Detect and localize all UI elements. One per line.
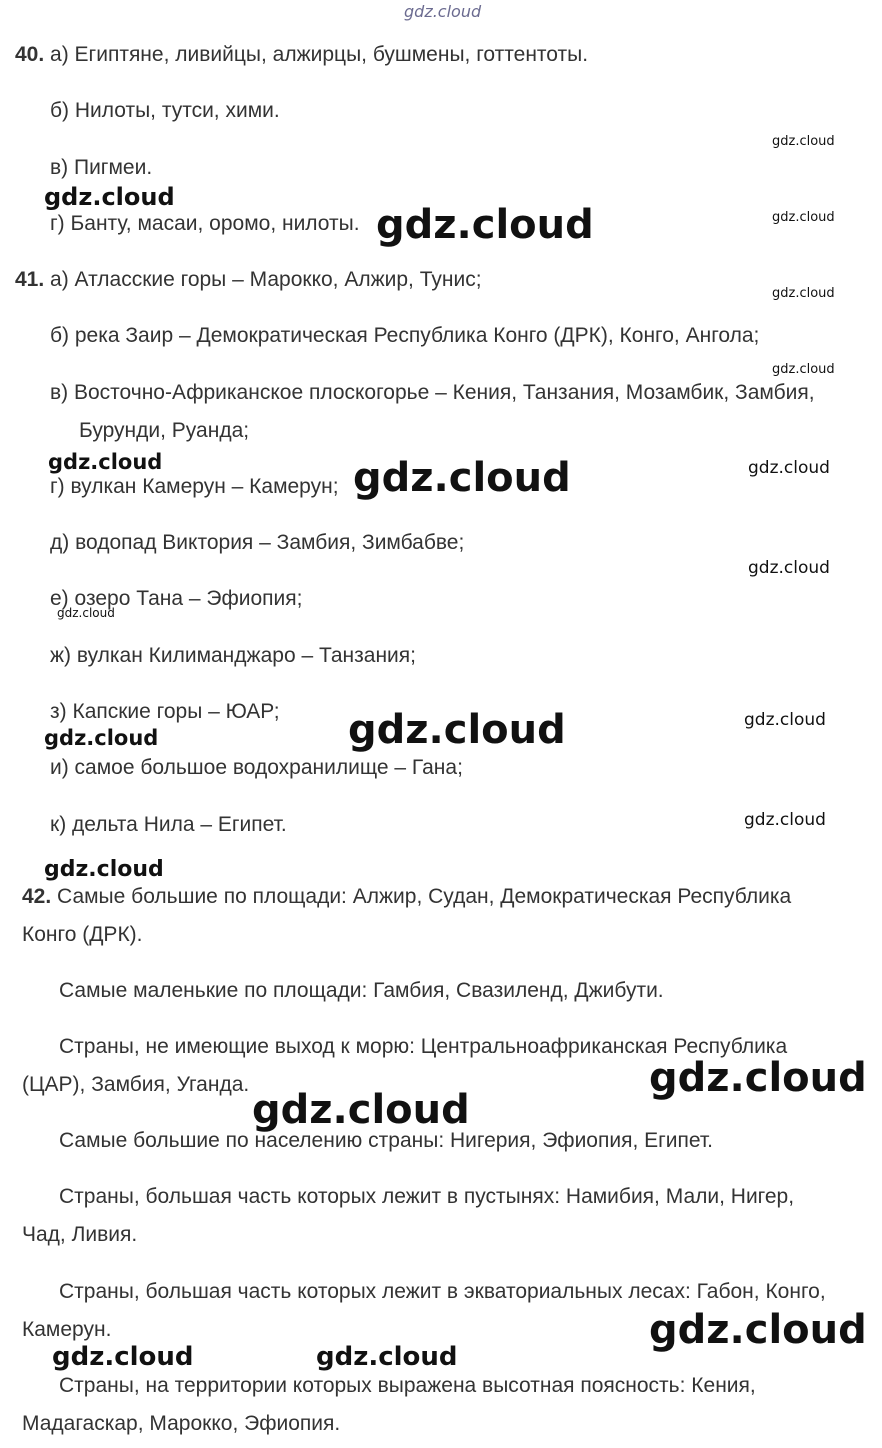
watermark: gdz.cloud xyxy=(744,810,826,830)
q42-para-6-line2: Камерун. xyxy=(22,1318,112,1341)
watermark: gdz.cloud xyxy=(772,134,835,149)
q41-item-zh: ж) вулкан Килиманджаро – Танзания; xyxy=(50,644,416,667)
watermark: gdz.cloud xyxy=(44,726,159,750)
q41-item-b: б) река Заир – Демократическая Республика Конго (ДРК), Конго, Ангола; xyxy=(50,324,760,347)
watermark: gdz.cloud xyxy=(252,1087,470,1133)
q42-para-5-line1: Страны, большая часть которых лежит в пустынях: Намибия, Мали, Нигер, xyxy=(59,1185,795,1208)
q42-number: 42. xyxy=(22,885,52,908)
q41-item-a xyxy=(15,267,482,293)
q40-item-b: б) Нилоты, тутси, хими. xyxy=(50,99,280,122)
watermark: gdz.cloud xyxy=(353,455,571,501)
q41-item-i: и) самое большое водохранилище – Гана; xyxy=(50,756,463,779)
watermark: gdz.cloud xyxy=(348,707,566,753)
q41-item-k: к) дельта Нила – Египет. xyxy=(50,813,287,836)
q42-para-4: Самые большие по населению страны: Нигерия, Эфиопия, Египет. xyxy=(59,1129,714,1152)
watermark: gdz.cloud xyxy=(748,458,830,478)
watermark: gdz.cloud xyxy=(44,183,175,211)
watermark: gdz.cloud xyxy=(649,1055,867,1101)
watermark: gdz.cloud xyxy=(744,710,826,730)
watermark: gdz.cloud xyxy=(52,1342,194,1372)
q42-para-1-line1 xyxy=(22,884,791,910)
watermark: gdz.cloud xyxy=(57,606,115,620)
watermark: gdz.cloud xyxy=(772,286,835,301)
watermark: gdz.cloud xyxy=(376,202,594,248)
watermark: gdz.cloud xyxy=(316,1342,458,1372)
q42-para-7-line1: Страны, на территории которых выражена высотная поясность: Кения, xyxy=(59,1374,756,1397)
q42-para-7-line2: Мадагаскар, Марокко, Эфиопия. xyxy=(22,1412,341,1435)
q42-para-3-line2: (ЦАР), Замбия, Уганда. xyxy=(22,1073,250,1096)
q41-number: 41. xyxy=(15,268,45,291)
q40-item-g: г) Банту, масаи, оромо, нилоты. xyxy=(50,212,360,235)
q41-item-d: д) водопад Виктория – Замбия, Зимбабве; xyxy=(50,531,465,554)
watermark: gdz.cloud xyxy=(649,1307,867,1353)
q41-item-v-line2: Бурунди, Руанда; xyxy=(79,419,250,442)
q42-para-5-line2: Чад, Ливия. xyxy=(22,1223,138,1246)
q41-item-e: е) озеро Тана – Эфиопия; xyxy=(50,587,303,610)
q42-para-6-line1: Страны, большая часть которых лежит в экваториальных лесах: Габон, Конго, xyxy=(59,1280,826,1303)
q41-item-g: г) вулкан Камерун – Камерун; xyxy=(50,475,339,498)
q42-para-1-line2: Конго (ДРК). xyxy=(22,923,143,946)
watermark: gdz.cloud xyxy=(44,857,164,882)
q42-para-3-line1: Страны, не имеющие выход к морю: Центральноафриканская Республика xyxy=(59,1035,788,1058)
watermark: gdz.cloud xyxy=(748,558,830,578)
q41-item-v-line1: в) Восточно-Африканское плоскогорье – Кения, Танзания, Мозамбик, Замбия, xyxy=(50,381,815,404)
q40-item-a xyxy=(15,42,588,68)
q40-number: 40. xyxy=(15,43,45,66)
watermark: gdz.cloud xyxy=(772,362,835,377)
q42-para-2: Самые маленькие по площади: Гамбия, Свазиленд, Джибути. xyxy=(59,979,664,1002)
q40-item-v: в) Пигмеи. xyxy=(50,156,153,179)
watermark: gdz.cloud xyxy=(772,210,835,225)
q41-item-a-text: а) Атласские горы – Марокко, Алжир, Тунис; xyxy=(50,268,482,291)
q41-item-z: з) Капские горы – ЮАР; xyxy=(50,700,280,723)
watermark: gdz.cloud xyxy=(48,450,163,474)
watermark-top: gdz.cloud xyxy=(404,2,482,21)
q42-para-1-text: Самые большие по площади: Алжир, Судан, Демократическая Республика xyxy=(51,885,792,908)
q40-item-a-text: а) Египтяне, ливийцы, алжирцы, бушмены, готтентоты. xyxy=(50,43,589,66)
